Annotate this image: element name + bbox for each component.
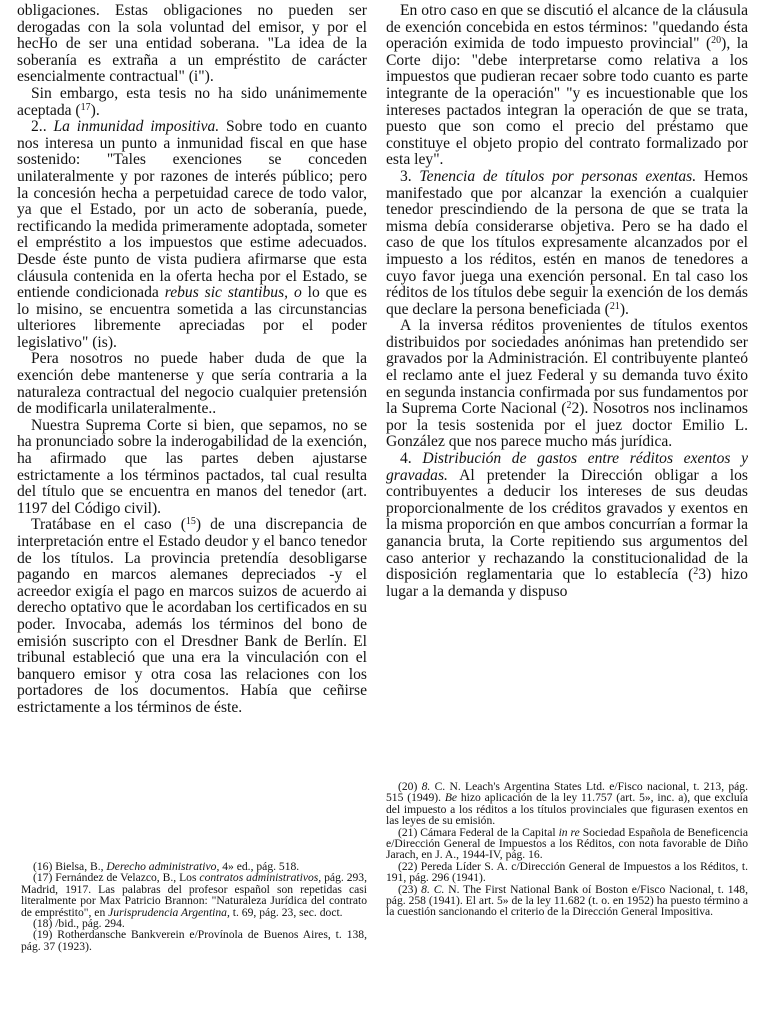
footnote-ref: 2: [566, 400, 572, 412]
section-title: Distribución de gastos entre réditos exentos y gravadas.: [386, 450, 748, 484]
right-column: [386, 3, 748, 600]
paragraph: A la inversa réditos provenientes de títulos exentos distribuidos por sociedades anónimas han pretendido ser gravados por la Administración. El contribuyente planteó el reclamo ante el juez Federal y su demanda tuvo éxito en segunda instancia confirmada por sus fundamentos por la Suprema Corte Nacional ($^2$2). Nosotros nos inclinamos por la tesis sostenida por el juez doctor Emilio L. González que nos parece mucho más jurídica.: [386, 317, 748, 451]
paragraph: Tratábase en el caso ($^{15}$) de una discrepancia de interpretación entre el Estado deudor y el banco tenedor de los títulos. La provincia pretendía desobligarse pagando en marcos alemanes depreciados -y el acreedor exigía el pago en marcos suizos de acuerdo ai derecho optativo que le acordaban los certificados en su poder. Invocaba, además los términos del bono de emisión suscripto con el Dresdner Bank de Berlín. El tribunal estableció que una era la vinculación con el banquero emisor y otra cosa las relaciones con los portadores de los documentos. Había que ceñirse estrictamente a los términos de éste.: [17, 516, 367, 716]
footnote: (21) Cámara Federal de la Capital in re Sociedad Española de Beneficencia e/Dirección General de Impuestos a los Réditos, con nota favorable de Diño Jarach, en J. A., 1944-IV, pág. 16.: [386, 825, 748, 862]
section-heading-paragraph: 2.. La inmunidad impositiva. Sobre todo en cuanto nos interesa un punto a inmunidad fiscal en que hase sostenido: "Tales exenciones se conceden unilateralmente y por razones de interés público; pero la concesión hecha a perpetuidad carece de todo valor, ya que el Estado, por un acto de soberanía, puede, rectificando la medida primeramente adoptada, someter el empréstito a los impuestos que estime adecuados. Desde éste punto de vista pudiera afirmarse que esta cláusula contenida en la oferta hecha por el Estado, se entiende condicionada rebus sic stantibus, o lo que es lo misino, se encuentra sometida a las circunstancias ulteriores libremente apreciadas por el poder legislativo" (is).: [17, 118, 368, 351]
left-column: [17, 3, 367, 717]
footnote: (22) Pereda Líder S. A. c/Dirección General de Impuestos a los Réditos, t. 191, pág. 296 (1941).: [386, 859, 748, 885]
footnote-ref: 17: [80, 101, 91, 113]
footnotes-left: [21, 861, 367, 952]
footnote: (23) 8. C. N. The First National Bank oí Boston e/Fisco Nacional, t. 148, pág. 258 (1941). El art. 5» de la ley 11.682 (t. o. en 1952) ha puesto término a la cuestión sancionando el criterio de la Dirección General Impositiva.: [386, 882, 748, 919]
footnotes-right: [386, 781, 748, 918]
footnote: (19) Rotherdansche Bankverein e/Provínola de Buenos Aires, t. 138, pág. 37 (1923).: [21, 928, 367, 953]
section-title: La inmunidad impositiva.: [53, 118, 220, 136]
footnote: (17) Fernández de Velazco, B., Los contratos administrativos, pág. 293, Madrid, 1917. Las palabras del profesor español son repetidas casi literalmente por Max Patricio Brannon: "Naturaleza Jurídica del contrato de empréstito", en Jurisprudencia Argentina, t. 69, pág. 23, sec. doct.: [21, 871, 367, 919]
footnote-ref: 2: [693, 566, 699, 578]
section-heading-paragraph: 4. Distribución de gastos entre réditos exentos y gravadas. Al pretender la Dirección obligar a los contribuyentes a deducir los intereses de sus deudas proporcionalmente de los créditos gravados y exentos en la misma proporción en que ambos concurrían a formar la ganancia bruta, la Corte repitiendo sus argumentos del caso anterior y rechazando la constitucionalidad de la disposición reglamentaria que lo establecía ($^2$3) hizo lugar a la demanda y dispuso: [386, 450, 748, 600]
footnote-ref: 15: [185, 516, 196, 528]
footnote: (18) /bid., pág. 294.: [33, 917, 125, 931]
paragraph: En otro caso en que se discutió el alcance de la cláusula de exención concebida en estos términos: "quedando ésta operación eximida de todo impuesto provincial" ($^{20}$), la Corte dijo: "debe interpretarse como relativa a los impuestos que pudieran recaer sobre todo cuanto es parte integrante de la operación" "y es incuestionable que los intereses pactados integran la operación de que se trata, puesto que son como el precio del préstamo que constituye el objeto propio del contrato formalizado por esta ley".: [386, 2, 748, 169]
footnote-ref: 20: [711, 35, 722, 47]
paragraph: Pera nosotros no puede haber duda de que la exención debe mantenerse y que sería contraria a la naturaleza contractual del negocio cualquier pretensión de modificarla unilateralmente..: [17, 350, 367, 418]
footnote: (20) 8. C. N. Leach's Argentina States Ltd. e/Fisco nacional, t. 213, pág. 515 (1949). Be hizo aplicación de la ley 11.757 (art. 5», inc. a), que excluía del impuesto a los réditos a los títulos provinciales que figurasen exentos en las leyes de su emisión.: [386, 780, 749, 828]
footnote-ref: 21: [609, 300, 620, 312]
footnote: (16) Bielsa, B., Derecho administrativo, 4» ed., pág. 518.: [33, 860, 300, 873]
section-title: Tenencia de títulos por personas exentas.: [419, 167, 697, 185]
paragraph: Sin embargo, esta tesis no ha sido unánimemente aceptada ($^{17}$).: [17, 84, 367, 119]
paragraph: obligaciones. Estas obligaciones no pueden ser derogadas con la sola voluntad del emisor, y por el hecHo de ser una entidad soberana. "La idea de la soberanía es extraña a un empréstito de carácter esencialmente contractual" (i").: [17, 2, 367, 86]
section-heading-paragraph: 3. Tenencia de títulos por personas exentas. Hemos manifestado que por alcanzar la exención a cualquier tenedor prescindiendo de la persona de que se trata la misma debía considerarse objetiva. Pero se ha dado el caso de que los títulos expresamente alcanzados por el impuesto a los réditos, estén en manos de tenedores a cuyo favor juega una exención personal. En tal caso los réditos de los títulos debe seguir la exención de los demás que declare la persona beneficiada ($^{21}$).: [386, 167, 748, 318]
paragraph: Nuestra Suprema Corte si bien, que sepamos, no se ha pronunciado sobre la inderogabilidad de la exención, ha afirmado que las partes deben ajustarse estrictamente a los términos pactados, tal cual resulta del título que se encuentra en manos del tenedor (art. 1197 del Código civil).: [17, 416, 367, 517]
